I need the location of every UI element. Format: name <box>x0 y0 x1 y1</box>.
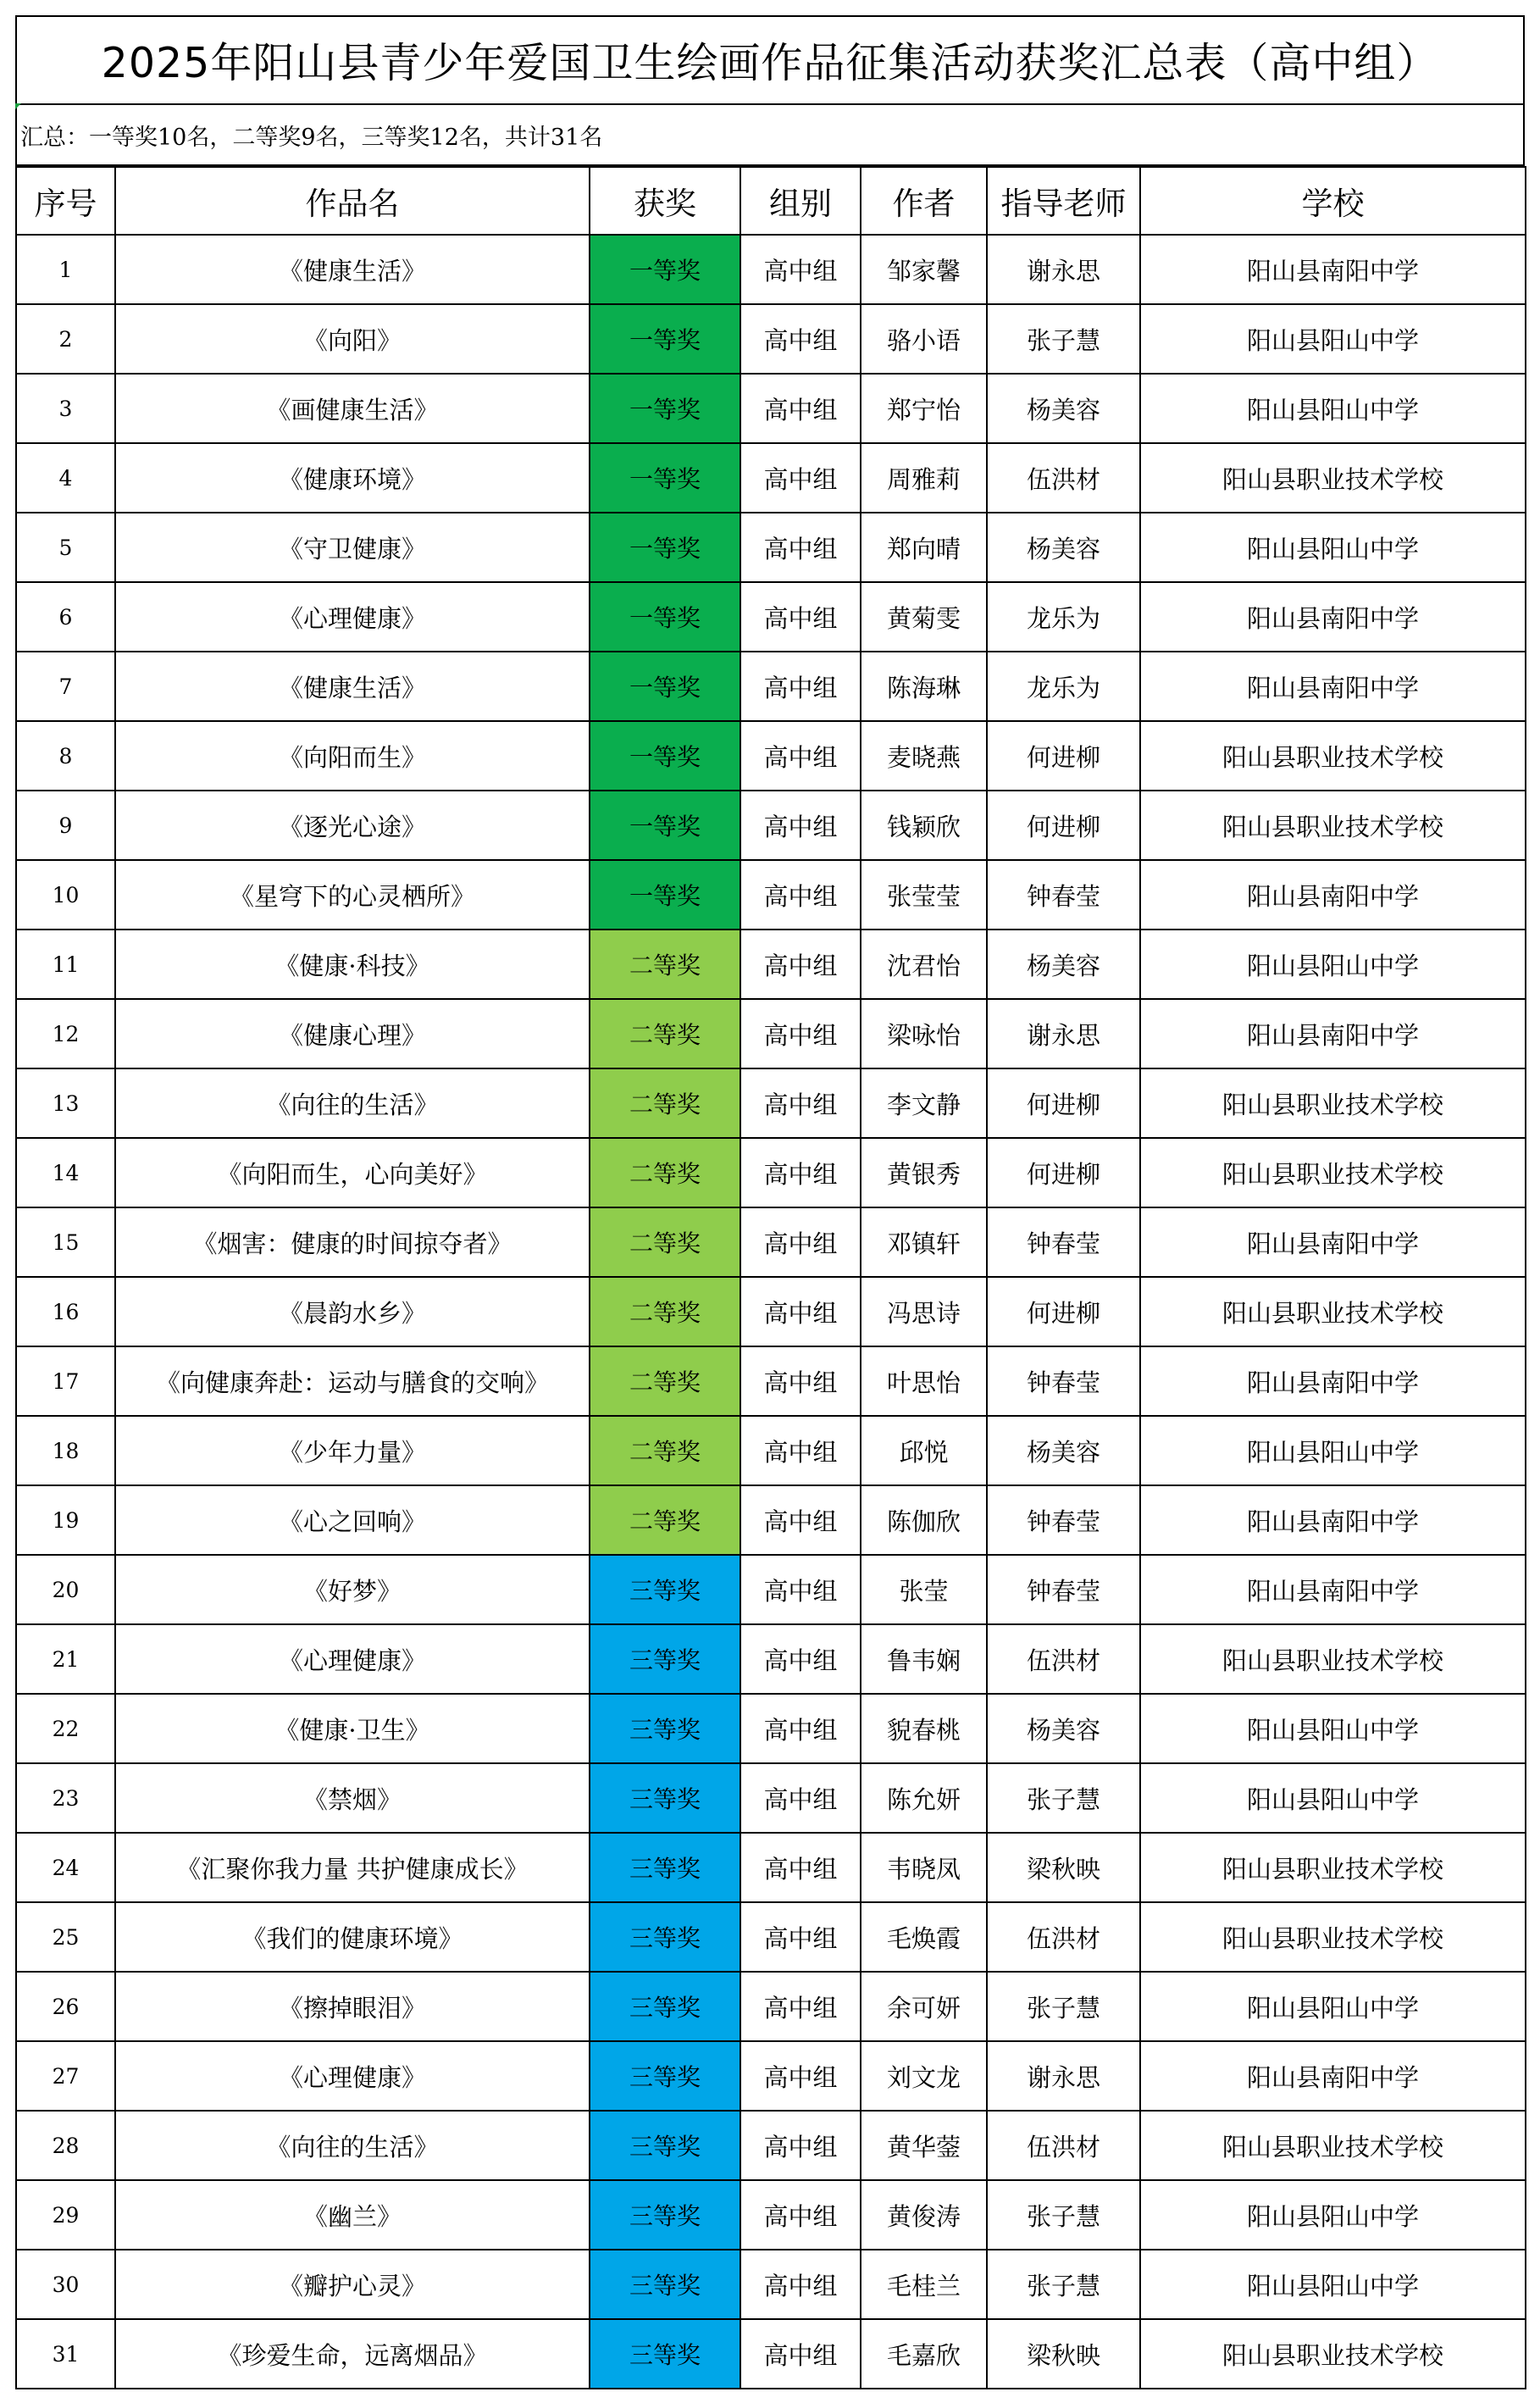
cell-group[interactable]: 高中组 <box>740 860 861 930</box>
cell-index[interactable]: 10 <box>16 860 115 930</box>
cell-group[interactable]: 高中组 <box>740 2319 861 2389</box>
cell-teacher[interactable]: 钟春莹 <box>987 1207 1140 1277</box>
cell-author[interactable]: 毛桂兰 <box>861 2250 987 2319</box>
cell-author[interactable]: 郑向晴 <box>861 513 987 582</box>
cell-group[interactable]: 高中组 <box>740 1068 861 1138</box>
cell-work[interactable]: 《向往的生活》 <box>115 2111 590 2180</box>
cell-school[interactable]: 阳山县职业技术学校 <box>1140 2319 1526 2389</box>
cell-work[interactable]: 《擦掉眼泪》 <box>115 1972 590 2041</box>
award-summary-sheet <box>15 15 1525 2389</box>
cell-award[interactable]: 三等奖 <box>590 2180 740 2250</box>
cell-award[interactable]: 三等奖 <box>590 1555 740 1624</box>
cell-author[interactable]: 毛嘉欣 <box>861 2319 987 2389</box>
cell-index[interactable]: 5 <box>16 513 115 582</box>
table-row <box>16 860 1526 930</box>
cell-index[interactable]: 23 <box>16 1763 115 1833</box>
cell-teacher[interactable]: 伍洪材 <box>987 1902 1140 1972</box>
cell-award[interactable]: 二等奖 <box>590 1346 740 1416</box>
table-row <box>16 652 1526 721</box>
cell-teacher[interactable]: 谢永思 <box>987 235 1140 304</box>
summary-row[interactable] <box>15 105 1525 166</box>
cell-award[interactable]: 三等奖 <box>590 2041 740 2111</box>
cell-work[interactable]: 《健康生活》 <box>115 652 590 721</box>
table-row <box>16 1277 1526 1346</box>
cell-author[interactable]: 黄银秀 <box>861 1138 987 1207</box>
cell-teacher[interactable]: 钟春莹 <box>987 1346 1140 1416</box>
cell-award[interactable]: 一等奖 <box>590 374 740 443</box>
cell-teacher[interactable]: 伍洪材 <box>987 2111 1140 2180</box>
cell-work[interactable]: 《向阳》 <box>115 304 590 374</box>
cell-work[interactable]: 《健康心理》 <box>115 999 590 1068</box>
table-row <box>16 374 1526 443</box>
cell-author[interactable]: 张莹莹 <box>861 860 987 930</box>
cell-work[interactable]: 《烟害：健康的时间掠夺者》 <box>115 1207 590 1277</box>
cell-award[interactable]: 二等奖 <box>590 1207 740 1277</box>
cell-teacher[interactable]: 何进柳 <box>987 1138 1140 1207</box>
cell-school[interactable]: 阳山县阳山中学 <box>1140 513 1526 582</box>
cell-group[interactable]: 高中组 <box>740 1833 861 1902</box>
cell-award[interactable]: 二等奖 <box>590 999 740 1068</box>
cell-index[interactable]: 18 <box>16 1416 115 1485</box>
cell-teacher[interactable]: 张子慧 <box>987 2180 1140 2250</box>
cell-group[interactable]: 高中组 <box>740 1485 861 1555</box>
cell-group[interactable]: 高中组 <box>740 791 861 860</box>
cell-group[interactable]: 高中组 <box>740 1416 861 1485</box>
cell-author[interactable]: 叶思怡 <box>861 1346 987 1416</box>
cell-award[interactable]: 一等奖 <box>590 304 740 374</box>
cell-teacher[interactable]: 张子慧 <box>987 1763 1140 1833</box>
table-row <box>16 1624 1526 1694</box>
cell-author[interactable]: 黄华蓥 <box>861 2111 987 2180</box>
cell-index[interactable]: 6 <box>16 582 115 652</box>
cell-index[interactable]: 7 <box>16 652 115 721</box>
cell-group[interactable]: 高中组 <box>740 652 861 721</box>
cell-school[interactable]: 阳山县职业技术学校 <box>1140 1833 1526 1902</box>
cell-index[interactable]: 22 <box>16 1694 115 1763</box>
cell-work[interactable]: 《健康·科技》 <box>115 930 590 999</box>
cell-school[interactable]: 阳山县南阳中学 <box>1140 2041 1526 2111</box>
cell-group[interactable]: 高中组 <box>740 513 861 582</box>
cell-author[interactable]: 韦晓凤 <box>861 1833 987 1902</box>
table-row <box>16 2111 1526 2180</box>
cell-award[interactable]: 一等奖 <box>590 582 740 652</box>
cell-award[interactable]: 三等奖 <box>590 2250 740 2319</box>
cell-school[interactable]: 阳山县职业技术学校 <box>1140 1068 1526 1138</box>
cell-index[interactable]: 24 <box>16 1833 115 1902</box>
cell-award[interactable]: 三等奖 <box>590 1902 740 1972</box>
cell-teacher[interactable]: 龙乐为 <box>987 652 1140 721</box>
cell-work[interactable]: 《心理健康》 <box>115 582 590 652</box>
cell-index[interactable]: 28 <box>16 2111 115 2180</box>
cell-index[interactable]: 20 <box>16 1555 115 1624</box>
cell-work[interactable]: 《心之回响》 <box>115 1485 590 1555</box>
table-row <box>16 1833 1526 1902</box>
cell-author[interactable]: 梁咏怡 <box>861 999 987 1068</box>
cell-school[interactable]: 阳山县阳山中学 <box>1140 1416 1526 1485</box>
cell-award[interactable]: 三等奖 <box>590 1763 740 1833</box>
header-row <box>16 167 1526 235</box>
cell-school[interactable]: 阳山县职业技术学校 <box>1140 721 1526 791</box>
cell-school[interactable]: 阳山县南阳中学 <box>1140 1207 1526 1277</box>
table-row <box>16 1068 1526 1138</box>
table-row <box>16 1763 1526 1833</box>
cell-group[interactable]: 高中组 <box>740 582 861 652</box>
cell-group[interactable]: 高中组 <box>740 2180 861 2250</box>
table-row <box>16 235 1526 304</box>
cell-teacher[interactable]: 杨美容 <box>987 1416 1140 1485</box>
cell-group[interactable]: 高中组 <box>740 2111 861 2180</box>
cell-school[interactable]: 阳山县职业技术学校 <box>1140 791 1526 860</box>
cell-award[interactable]: 二等奖 <box>590 1138 740 1207</box>
cell-group[interactable]: 高中组 <box>740 1138 861 1207</box>
table-row <box>16 1972 1526 2041</box>
cell-teacher[interactable]: 梁秋映 <box>987 2319 1140 2389</box>
cell-index[interactable]: 17 <box>16 1346 115 1416</box>
cell-author[interactable]: 陈海琳 <box>861 652 987 721</box>
cell-work[interactable]: 《向健康奔赴：运动与膳食的交响》 <box>115 1346 590 1416</box>
cell-award[interactable]: 一等奖 <box>590 652 740 721</box>
header-group[interactable]: 组别 <box>740 167 861 235</box>
cell-author[interactable]: 邹家馨 <box>861 235 987 304</box>
cell-index[interactable]: 19 <box>16 1485 115 1555</box>
cell-group[interactable]: 高中组 <box>740 1624 861 1694</box>
cell-work[interactable]: 《禁烟》 <box>115 1763 590 1833</box>
cell-author[interactable]: 毛焕霞 <box>861 1902 987 1972</box>
table-row <box>16 791 1526 860</box>
cell-work[interactable]: 《珍爱生命，远离烟品》 <box>115 2319 590 2389</box>
cell-index[interactable]: 31 <box>16 2319 115 2389</box>
cell-author[interactable]: 郑宁怡 <box>861 374 987 443</box>
cell-work[interactable]: 《健康环境》 <box>115 443 590 513</box>
table-row <box>16 443 1526 513</box>
cell-teacher[interactable]: 钟春莹 <box>987 1485 1140 1555</box>
table-row <box>16 2180 1526 2250</box>
cell-author[interactable]: 陈允妍 <box>861 1763 987 1833</box>
cell-award[interactable]: 一等奖 <box>590 443 740 513</box>
summary-text: 汇总：一等奖10名，二等奖9名，三等奖12名，共计31名 <box>20 124 603 151</box>
cell-work[interactable]: 《健康生活》 <box>115 235 590 304</box>
cell-school[interactable]: 阳山县职业技术学校 <box>1140 443 1526 513</box>
cell-school[interactable]: 阳山县南阳中学 <box>1140 582 1526 652</box>
cell-index[interactable]: 8 <box>16 721 115 791</box>
cell-teacher[interactable]: 伍洪材 <box>987 1624 1140 1694</box>
cell-index[interactable]: 1 <box>16 235 115 304</box>
cell-index[interactable]: 13 <box>16 1068 115 1138</box>
cell-group[interactable]: 高中组 <box>740 1277 861 1346</box>
cell-index[interactable]: 16 <box>16 1277 115 1346</box>
cell-work[interactable]: 《向阳而生》 <box>115 721 590 791</box>
cell-award[interactable]: 三等奖 <box>590 2319 740 2389</box>
cell-teacher[interactable]: 杨美容 <box>987 513 1140 582</box>
cell-work[interactable]: 《心理健康》 <box>115 2041 590 2111</box>
table-row <box>16 1138 1526 1207</box>
cell-author[interactable]: 李文静 <box>861 1068 987 1138</box>
cell-award[interactable]: 一等奖 <box>590 791 740 860</box>
cell-group[interactable]: 高中组 <box>740 1694 861 1763</box>
cell-teacher[interactable]: 何进柳 <box>987 721 1140 791</box>
cell-school[interactable]: 阳山县阳山中学 <box>1140 374 1526 443</box>
cell-work[interactable]: 《好梦》 <box>115 1555 590 1624</box>
cell-school[interactable]: 阳山县南阳中学 <box>1140 999 1526 1068</box>
cell-teacher[interactable]: 杨美容 <box>987 1694 1140 1763</box>
cell-school[interactable]: 阳山县职业技术学校 <box>1140 1902 1526 1972</box>
table-row <box>16 999 1526 1068</box>
cell-group[interactable]: 高中组 <box>740 1902 861 1972</box>
cell-teacher[interactable]: 龙乐为 <box>987 582 1140 652</box>
cell-work[interactable]: 《心理健康》 <box>115 1624 590 1694</box>
cell-school[interactable]: 阳山县阳山中学 <box>1140 1694 1526 1763</box>
cell-award[interactable]: 二等奖 <box>590 1068 740 1138</box>
cell-school[interactable]: 阳山县阳山中学 <box>1140 304 1526 374</box>
table-row <box>16 2319 1526 2389</box>
cell-award[interactable]: 三等奖 <box>590 1694 740 1763</box>
cell-index[interactable]: 25 <box>16 1902 115 1972</box>
table-row <box>16 1207 1526 1277</box>
cell-teacher[interactable]: 梁秋映 <box>987 1833 1140 1902</box>
cell-group[interactable]: 高中组 <box>740 304 861 374</box>
cell-award[interactable]: 二等奖 <box>590 1485 740 1555</box>
table-row <box>16 1555 1526 1624</box>
cell-author[interactable]: 黄俊涛 <box>861 2180 987 2250</box>
cell-work[interactable]: 《星穹下的心灵栖所》 <box>115 860 590 930</box>
award-table <box>15 166 1526 2389</box>
cell-index[interactable]: 11 <box>16 930 115 999</box>
cell-school[interactable]: 阳山县阳山中学 <box>1140 2250 1526 2319</box>
cell-indicator-triangle <box>15 103 21 109</box>
cell-award[interactable]: 二等奖 <box>590 1416 740 1485</box>
cell-school[interactable]: 阳山县南阳中学 <box>1140 1485 1526 1555</box>
cell-index[interactable]: 26 <box>16 1972 115 2041</box>
cell-group[interactable]: 高中组 <box>740 1346 861 1416</box>
cell-index[interactable]: 15 <box>16 1207 115 1277</box>
cell-author[interactable]: 陈伽欣 <box>861 1485 987 1555</box>
cell-school[interactable]: 阳山县阳山中学 <box>1140 930 1526 999</box>
table-row <box>16 1416 1526 1485</box>
header-school[interactable]: 学校 <box>1140 167 1526 235</box>
cell-teacher[interactable]: 谢永思 <box>987 2041 1140 2111</box>
sheet-title: 2025年阳山县青少年爱国卫生绘画作品征集活动获奖汇总表（高中组） <box>15 15 1525 105</box>
cell-work[interactable]: 《我们的健康环境》 <box>115 1902 590 1972</box>
cell-index[interactable]: 4 <box>16 443 115 513</box>
cell-teacher[interactable]: 何进柳 <box>987 791 1140 860</box>
cell-teacher[interactable]: 杨美容 <box>987 374 1140 443</box>
cell-teacher[interactable]: 张子慧 <box>987 2250 1140 2319</box>
cell-work[interactable]: 《幽兰》 <box>115 2180 590 2250</box>
cell-work[interactable]: 《向阳而生，心向美好》 <box>115 1138 590 1207</box>
cell-group[interactable]: 高中组 <box>740 1207 861 1277</box>
header-work[interactable]: 作品名 <box>115 167 590 235</box>
cell-author[interactable]: 刘文龙 <box>861 2041 987 2111</box>
cell-index[interactable]: 12 <box>16 999 115 1068</box>
cell-school[interactable]: 阳山县南阳中学 <box>1140 235 1526 304</box>
cell-author[interactable]: 沈君怡 <box>861 930 987 999</box>
cell-school[interactable]: 阳山县职业技术学校 <box>1140 1138 1526 1207</box>
cell-author[interactable]: 黄菊雯 <box>861 582 987 652</box>
cell-index[interactable]: 27 <box>16 2041 115 2111</box>
table-row <box>16 582 1526 652</box>
cell-group[interactable]: 高中组 <box>740 1763 861 1833</box>
cell-group[interactable]: 高中组 <box>740 443 861 513</box>
cell-school[interactable]: 阳山县南阳中学 <box>1140 860 1526 930</box>
cell-award[interactable]: 一等奖 <box>590 721 740 791</box>
cell-work[interactable]: 《守卫健康》 <box>115 513 590 582</box>
cell-award[interactable]: 二等奖 <box>590 1277 740 1346</box>
cell-index[interactable]: 14 <box>16 1138 115 1207</box>
cell-work[interactable]: 《瓣护心灵》 <box>115 2250 590 2319</box>
cell-author[interactable]: 邱悦 <box>861 1416 987 1485</box>
table-row <box>16 2250 1526 2319</box>
table-row <box>16 2041 1526 2111</box>
cell-award[interactable]: 三等奖 <box>590 2111 740 2180</box>
cell-author[interactable]: 麦晓燕 <box>861 721 987 791</box>
cell-work[interactable]: 《向往的生活》 <box>115 1068 590 1138</box>
header-author[interactable]: 作者 <box>861 167 987 235</box>
cell-work[interactable]: 《少年力量》 <box>115 1416 590 1485</box>
cell-teacher[interactable]: 何进柳 <box>987 1277 1140 1346</box>
cell-author[interactable]: 余可妍 <box>861 1972 987 2041</box>
cell-author[interactable]: 张莹 <box>861 1555 987 1624</box>
cell-author[interactable]: 鲁韦娴 <box>861 1624 987 1694</box>
cell-author[interactable]: 冯思诗 <box>861 1277 987 1346</box>
cell-group[interactable]: 高中组 <box>740 930 861 999</box>
cell-index[interactable]: 29 <box>16 2180 115 2250</box>
cell-work[interactable]: 《画健康生活》 <box>115 374 590 443</box>
cell-award[interactable]: 一等奖 <box>590 860 740 930</box>
table-row <box>16 1346 1526 1416</box>
cell-teacher[interactable]: 钟春莹 <box>987 1555 1140 1624</box>
cell-group[interactable]: 高中组 <box>740 2250 861 2319</box>
cell-school[interactable]: 阳山县南阳中学 <box>1140 652 1526 721</box>
cell-award[interactable]: 三等奖 <box>590 1972 740 2041</box>
cell-author[interactable]: 骆小语 <box>861 304 987 374</box>
cell-award[interactable]: 二等奖 <box>590 930 740 999</box>
cell-school[interactable]: 阳山县职业技术学校 <box>1140 2111 1526 2180</box>
cell-award[interactable]: 三等奖 <box>590 1833 740 1902</box>
cell-school[interactable]: 阳山县阳山中学 <box>1140 2180 1526 2250</box>
cell-school[interactable]: 阳山县南阳中学 <box>1140 1346 1526 1416</box>
table-row <box>16 1902 1526 1972</box>
table-row <box>16 721 1526 791</box>
cell-school[interactable]: 阳山县阳山中学 <box>1140 1972 1526 2041</box>
cell-award[interactable]: 一等奖 <box>590 513 740 582</box>
cell-school[interactable]: 阳山县阳山中学 <box>1140 1763 1526 1833</box>
cell-work[interactable]: 《汇聚你我力量 共护健康成长》 <box>115 1833 590 1902</box>
cell-author[interactable]: 邓镇轩 <box>861 1207 987 1277</box>
cell-index[interactable]: 30 <box>16 2250 115 2319</box>
cell-teacher[interactable]: 伍洪材 <box>987 443 1140 513</box>
cell-author[interactable]: 钱颖欣 <box>861 791 987 860</box>
cell-teacher[interactable]: 张子慧 <box>987 304 1140 374</box>
cell-index[interactable]: 3 <box>16 374 115 443</box>
cell-work[interactable]: 《健康·卫生》 <box>115 1694 590 1763</box>
table-row <box>16 304 1526 374</box>
header-teacher[interactable]: 指导老师 <box>987 167 1140 235</box>
cell-teacher[interactable]: 钟春莹 <box>987 860 1140 930</box>
header-index[interactable]: 序号 <box>16 167 115 235</box>
cell-school[interactable]: 阳山县职业技术学校 <box>1140 1277 1526 1346</box>
cell-award[interactable]: 三等奖 <box>590 1624 740 1694</box>
table-row <box>16 930 1526 999</box>
cell-group[interactable]: 高中组 <box>740 721 861 791</box>
cell-teacher[interactable]: 谢永思 <box>987 999 1140 1068</box>
cell-teacher[interactable]: 何进柳 <box>987 1068 1140 1138</box>
cell-author[interactable]: 貌春桃 <box>861 1694 987 1763</box>
cell-group[interactable]: 高中组 <box>740 2041 861 2111</box>
cell-group[interactable]: 高中组 <box>740 235 861 304</box>
cell-group[interactable]: 高中组 <box>740 1555 861 1624</box>
cell-work[interactable]: 《逐光心途》 <box>115 791 590 860</box>
cell-work[interactable]: 《晨韵水乡》 <box>115 1277 590 1346</box>
cell-index[interactable]: 2 <box>16 304 115 374</box>
table-row <box>16 1694 1526 1763</box>
header-award[interactable]: 获奖 <box>590 167 740 235</box>
table-row <box>16 1485 1526 1555</box>
cell-author[interactable]: 周雅莉 <box>861 443 987 513</box>
cell-group[interactable]: 高中组 <box>740 999 861 1068</box>
cell-school[interactable]: 阳山县职业技术学校 <box>1140 1624 1526 1694</box>
cell-teacher[interactable]: 杨美容 <box>987 930 1140 999</box>
cell-index[interactable]: 9 <box>16 791 115 860</box>
cell-group[interactable]: 高中组 <box>740 1972 861 2041</box>
cell-teacher[interactable]: 张子慧 <box>987 1972 1140 2041</box>
table-row <box>16 513 1526 582</box>
cell-index[interactable]: 21 <box>16 1624 115 1694</box>
cell-award[interactable]: 一等奖 <box>590 235 740 304</box>
cell-group[interactable]: 高中组 <box>740 374 861 443</box>
cell-school[interactable]: 阳山县南阳中学 <box>1140 1555 1526 1624</box>
